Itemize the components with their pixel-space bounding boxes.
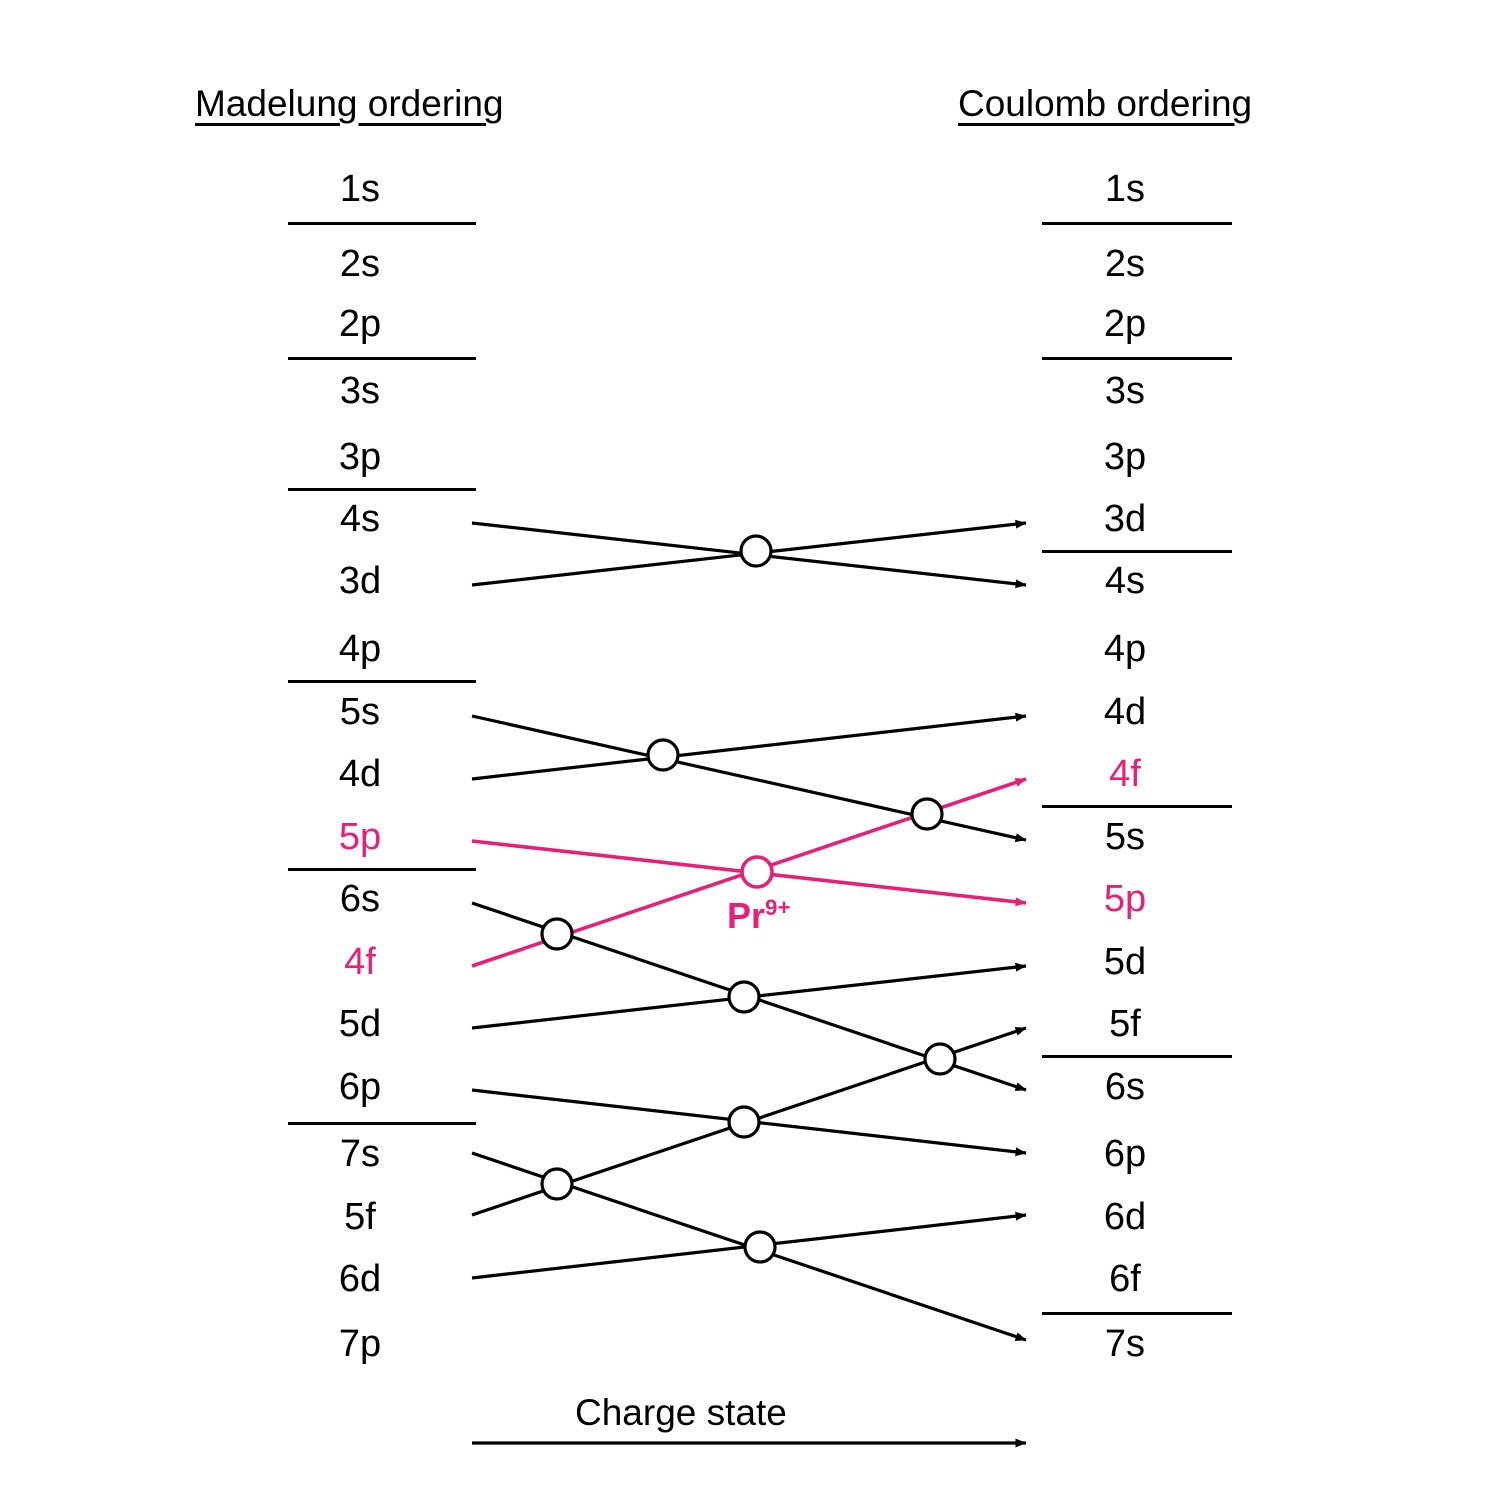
left-level-5s: 5s xyxy=(339,691,381,733)
crossing-node-6s-5d xyxy=(729,982,759,1012)
ion-annotation xyxy=(727,895,790,937)
right-level-6s: 6s xyxy=(1104,1066,1146,1108)
left-level-5p: 5p xyxy=(338,816,382,858)
right-level-2s: 2s xyxy=(1104,243,1146,285)
right-level-1s: 1s xyxy=(1104,168,1146,210)
left-level-1s: 1s xyxy=(339,168,381,210)
left-level-4p: 4p xyxy=(338,628,382,670)
left-column-heading: Madelung ordering xyxy=(195,83,504,124)
left-level-3d: 3d xyxy=(338,560,382,602)
right-level-5s: 5s xyxy=(1104,816,1146,858)
right-level-5f: 5f xyxy=(1109,1003,1141,1045)
crossing-node-5p-4f xyxy=(742,857,772,887)
crossing-node-4s-3d xyxy=(741,536,771,566)
left-level-7s: 7s xyxy=(339,1133,381,1175)
left-level-3s: 3s xyxy=(339,370,381,412)
left-level-6s: 6s xyxy=(339,878,381,920)
crossing-node-7s-5f xyxy=(542,1169,572,1199)
left-level-7p: 7p xyxy=(338,1323,382,1365)
right-level-5d: 5d xyxy=(1103,941,1147,983)
left-level-5f: 5f xyxy=(344,1196,376,1238)
line-5s-to-5s xyxy=(472,716,1026,840)
right-level-5p: 5p xyxy=(1103,878,1147,920)
right-level-3p: 3p xyxy=(1103,436,1147,478)
left-level-6d: 6d xyxy=(338,1258,382,1300)
crossing-node-6s-5f xyxy=(925,1044,955,1074)
right-level-4p: 4p xyxy=(1103,628,1147,670)
right-level-4s: 4s xyxy=(1104,560,1146,602)
right-level-6d: 6d xyxy=(1103,1196,1147,1238)
right-level-3d: 3d xyxy=(1103,498,1147,540)
right-level-6p: 6p xyxy=(1103,1133,1147,1175)
crossing-node-5s-4d xyxy=(648,740,678,770)
left-level-6p: 6p xyxy=(338,1066,382,1108)
left-level-2p: 2p xyxy=(338,303,382,345)
right-level-4d: 4d xyxy=(1103,691,1147,733)
right-level-6f: 6f xyxy=(1109,1258,1141,1300)
ion-symbol: Pr xyxy=(727,895,766,936)
left-level-2s: 2s xyxy=(339,243,381,285)
crossing-node-4d-4f xyxy=(912,799,942,829)
charge-state-label: Charge state xyxy=(575,1392,787,1433)
left-level-5d: 5d xyxy=(338,1003,382,1045)
crossing-node-6s-4f xyxy=(542,919,572,949)
left-level-3p: 3p xyxy=(338,436,382,478)
left-level-4s: 4s xyxy=(339,498,381,540)
right-level-2p: 2p xyxy=(1103,303,1147,345)
right-level-7s: 7s xyxy=(1104,1323,1146,1365)
crossing-node-7s-6d xyxy=(745,1232,775,1262)
ion-charge: 9+ xyxy=(765,895,791,920)
right-level-4f: 4f xyxy=(1109,753,1141,795)
right-level-3s: 3s xyxy=(1104,370,1146,412)
right-column-heading: Coulomb ordering xyxy=(958,83,1253,124)
left-level-4d: 4d xyxy=(338,753,382,795)
crossing-node-6p-5f xyxy=(729,1107,759,1137)
left-level-4f: 4f xyxy=(344,941,376,983)
line-4d-to-4d xyxy=(472,716,1026,779)
